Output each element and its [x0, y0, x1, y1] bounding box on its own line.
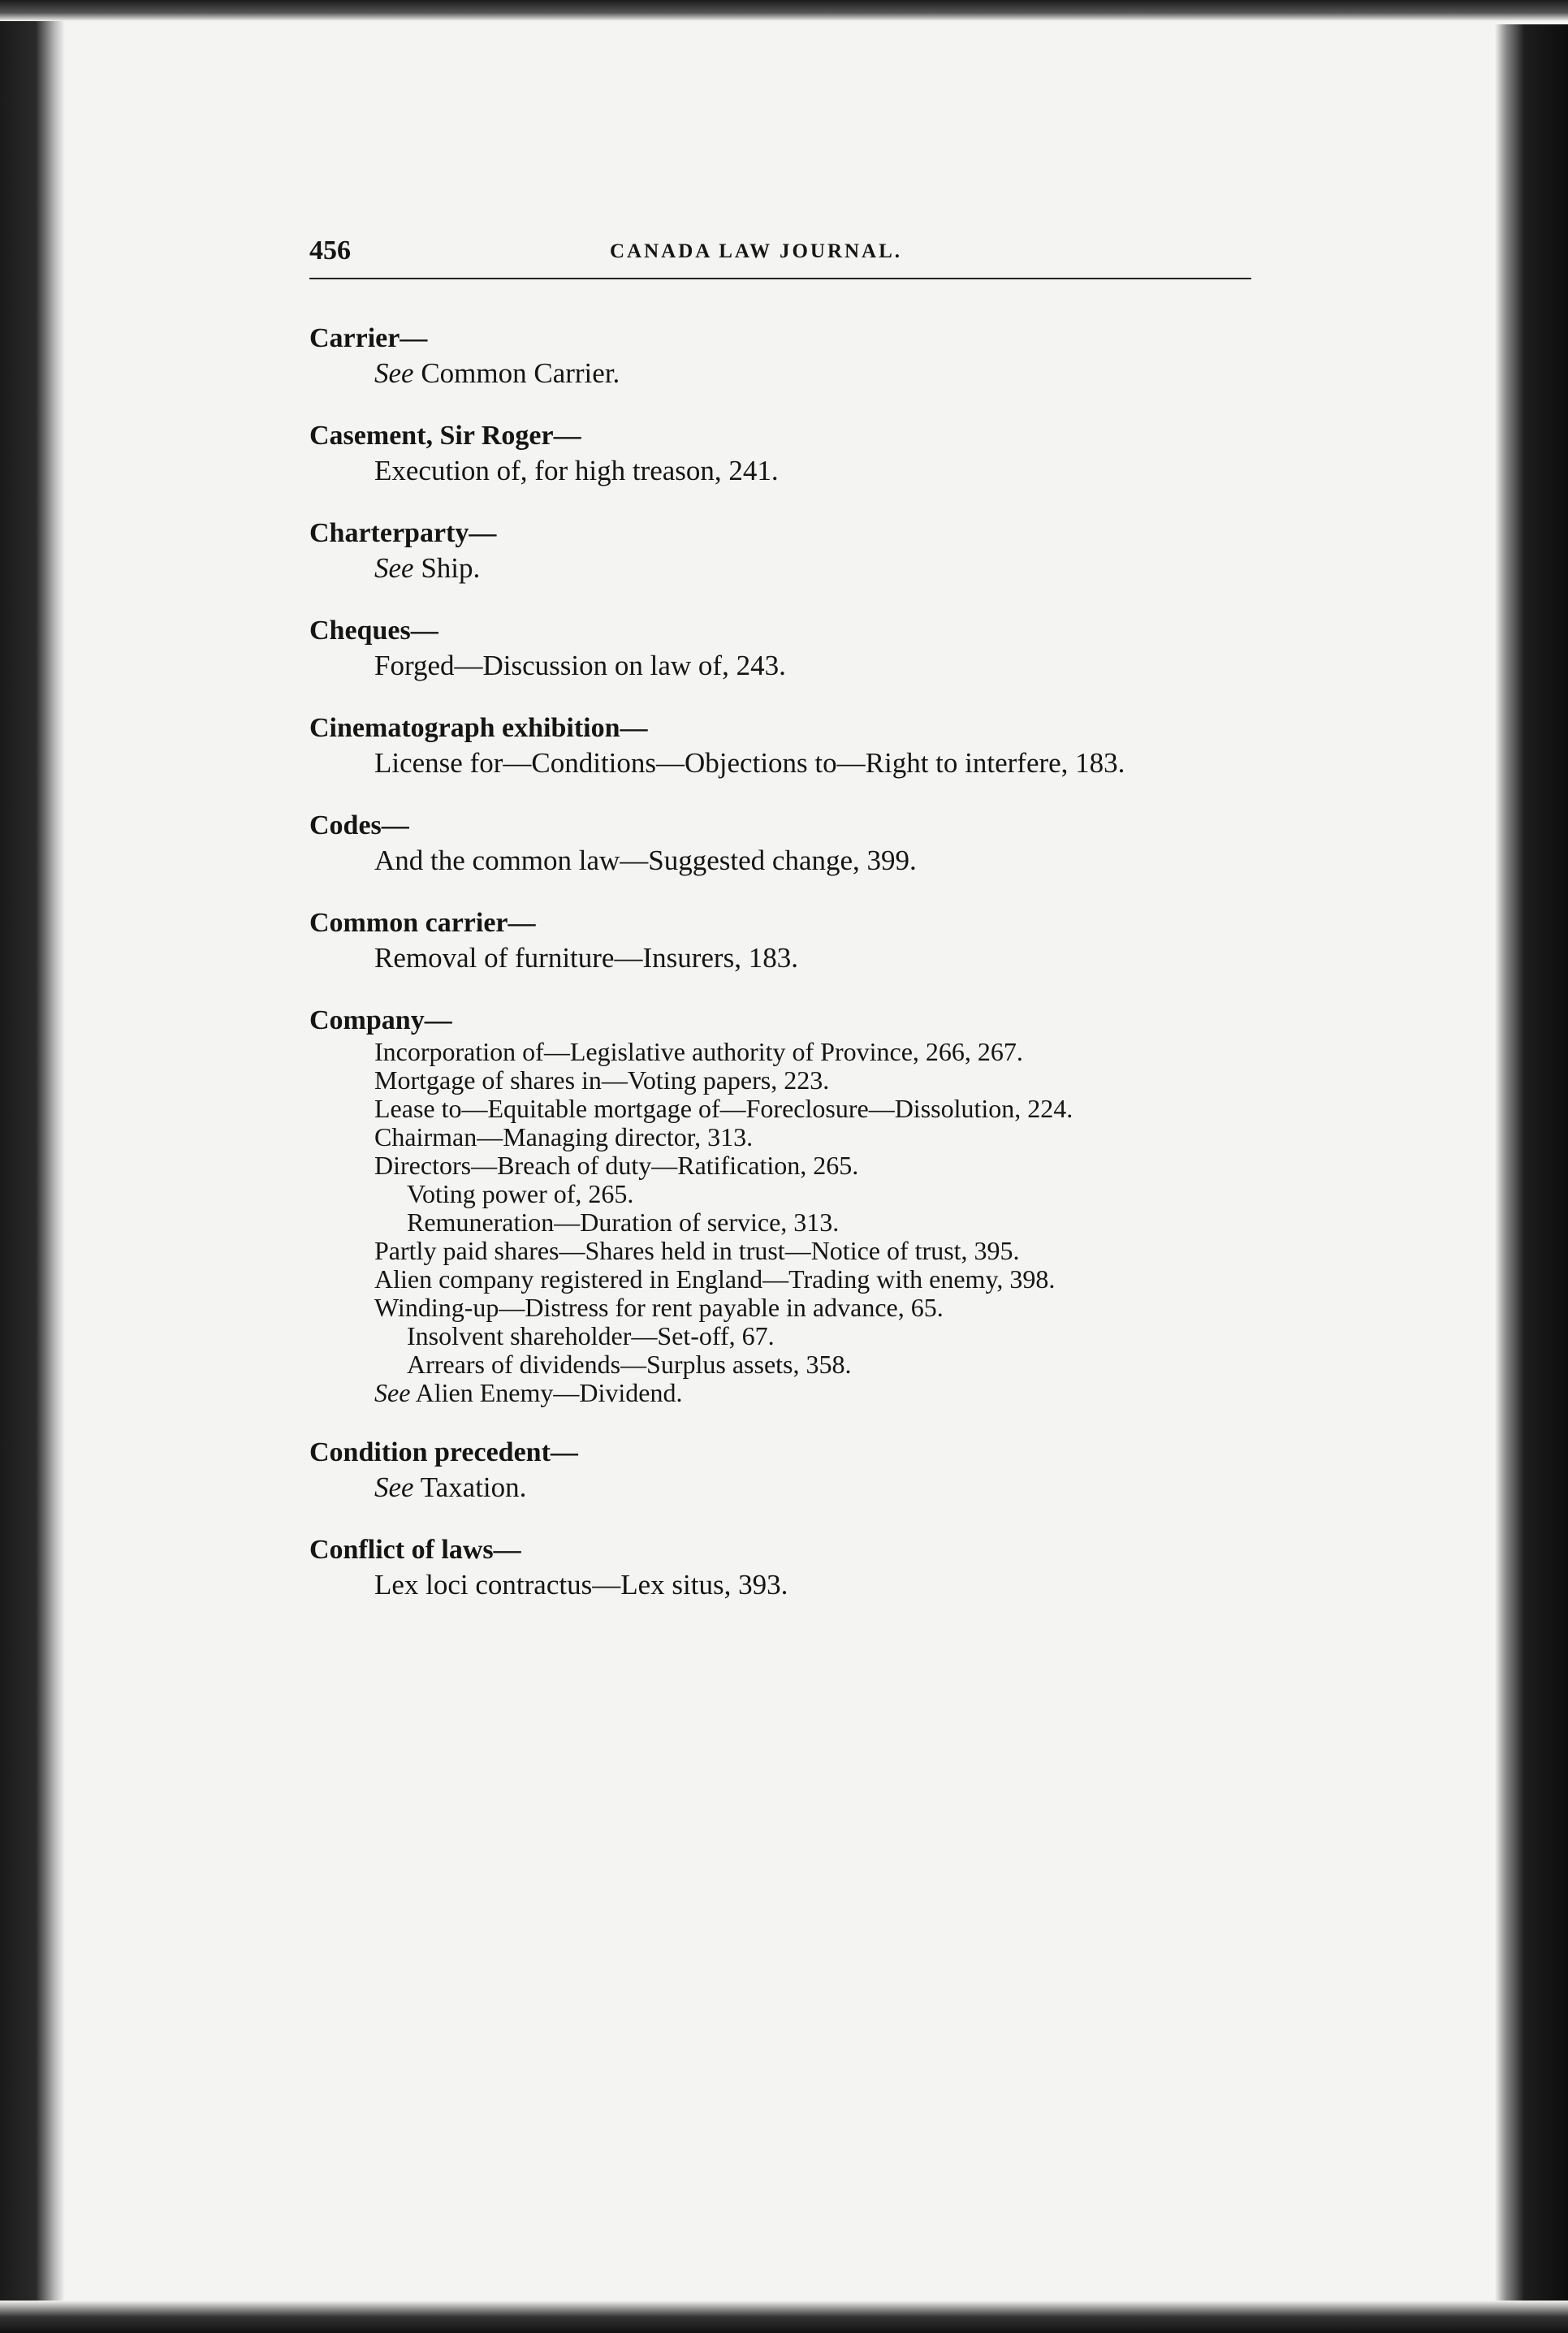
see-reference-label: See [374, 357, 414, 389]
entry-subline-text: Taxation. [413, 1471, 527, 1503]
entry-subline-text: Chairman—Managing director, 313. [374, 1122, 754, 1151]
entry-subline [309, 1095, 1251, 1123]
scan-border-bottom [0, 2301, 1568, 2333]
running-head [309, 235, 1251, 279]
index-entry [309, 711, 1251, 780]
entry-subline [309, 745, 1251, 780]
entry-subline-text: Winding-up—Distress for rent payable in advance, 65. [374, 1293, 944, 1322]
entry-subline-text: Remuneration—Duration of service, 313. [407, 1208, 840, 1237]
entry-subline [309, 1350, 1251, 1379]
entry-heading: Carrier— [309, 323, 428, 353]
index-entry [309, 1004, 1251, 1407]
entry-subline [309, 1379, 1251, 1407]
see-reference-label: See [374, 552, 414, 584]
entry-subline-text: Lex loci contractus—Lex situs, 393. [374, 1569, 788, 1601]
entry-subline [309, 1151, 1251, 1180]
index-entry [309, 322, 1251, 391]
entry-heading: Company— [309, 1005, 452, 1035]
entry-subline-text: Common Carrier. [413, 357, 620, 389]
scan-border-top [0, 0, 1568, 21]
entry-subline-text: Incorporation of—Legislative authority of Province, 266, 267. [374, 1037, 1023, 1066]
entry-subline [309, 1322, 1251, 1350]
entry-subline-text: Arrears of dividends—Surplus assets, 358. [407, 1350, 852, 1379]
entry-subline [309, 1470, 1251, 1505]
entry-subline-text: Alien Enemy—Dividend. [410, 1378, 683, 1407]
index-entry [309, 419, 1251, 488]
entry-subline-text: Voting power of, 265. [407, 1179, 634, 1208]
entry-subline-text: Lease to—Equitable mortgage of—Foreclosure—Dissolution, 224. [374, 1094, 1073, 1123]
entry-subline [309, 1180, 1251, 1208]
entry-subline-text: Directors—Breach of duty—Ratification, 265. [374, 1151, 859, 1180]
entry-subline [309, 1208, 1251, 1237]
index-entry [309, 1436, 1251, 1505]
entry-subline-text: Removal of furniture—Insurers, 183. [374, 942, 798, 974]
index-entry [309, 516, 1251, 585]
entry-heading: Casement, Sir Roger— [309, 421, 581, 451]
entry-subline [309, 1237, 1251, 1265]
entry-subline [309, 356, 1251, 391]
entry-subline-text: License for—Conditions—Objections to—Right to interfere, 183. [374, 747, 1125, 779]
entry-subline [309, 940, 1251, 975]
see-reference-label: See [374, 1471, 414, 1503]
entry-subline [309, 843, 1251, 878]
entry-subline [309, 551, 1251, 585]
entry-heading: Charterparty— [309, 518, 497, 548]
entry-subline-text: Partly paid shares—Shares held in trust—Notice of trust, 395. [374, 1236, 1020, 1265]
index-entry [309, 809, 1251, 878]
entry-subline [309, 453, 1251, 488]
index-entry [309, 614, 1251, 683]
entry-heading: Condition precedent— [309, 1437, 578, 1467]
entry-subline-text: Forged—Discussion on law of, 243. [374, 650, 786, 681]
entry-subline-text: And the common law—Suggested change, 399. [374, 845, 917, 876]
entry-subline [309, 1038, 1251, 1066]
see-reference-label: See [374, 1378, 411, 1407]
index-entry [309, 906, 1251, 975]
scan-border-left [0, 0, 65, 2333]
entry-subline [309, 1294, 1251, 1322]
entry-subline [309, 648, 1251, 683]
index-page [309, 235, 1251, 1631]
page-number: 456 [309, 235, 351, 266]
entry-heading: Common carrier— [309, 908, 536, 938]
entry-subline [309, 1123, 1251, 1151]
entry-heading: Cinematograph exhibition— [309, 713, 648, 743]
entry-heading: Conflict of laws— [309, 1535, 521, 1565]
entry-subline-text: Mortgage of shares in—Voting papers, 223. [374, 1065, 830, 1095]
entry-subline-text: Insolvent shareholder—Set-off, 67. [407, 1321, 775, 1350]
entry-subline-text: Ship. [413, 552, 481, 584]
journal-title: CANADA LAW JOURNAL. [610, 240, 903, 262]
scan-border-right [1495, 24, 1568, 2333]
index-entry [309, 1533, 1251, 1602]
entry-heading: Cheques— [309, 616, 438, 646]
entry-subline-text: Execution of, for high treason, 241. [374, 455, 779, 486]
index-entries [309, 322, 1251, 1602]
entry-subline [309, 1265, 1251, 1294]
entry-subline [309, 1567, 1251, 1602]
entry-subline [309, 1066, 1251, 1095]
entry-heading: Codes— [309, 810, 409, 840]
entry-subline-text: Alien company registered in England—Trading with enemy, 398. [374, 1264, 1056, 1294]
